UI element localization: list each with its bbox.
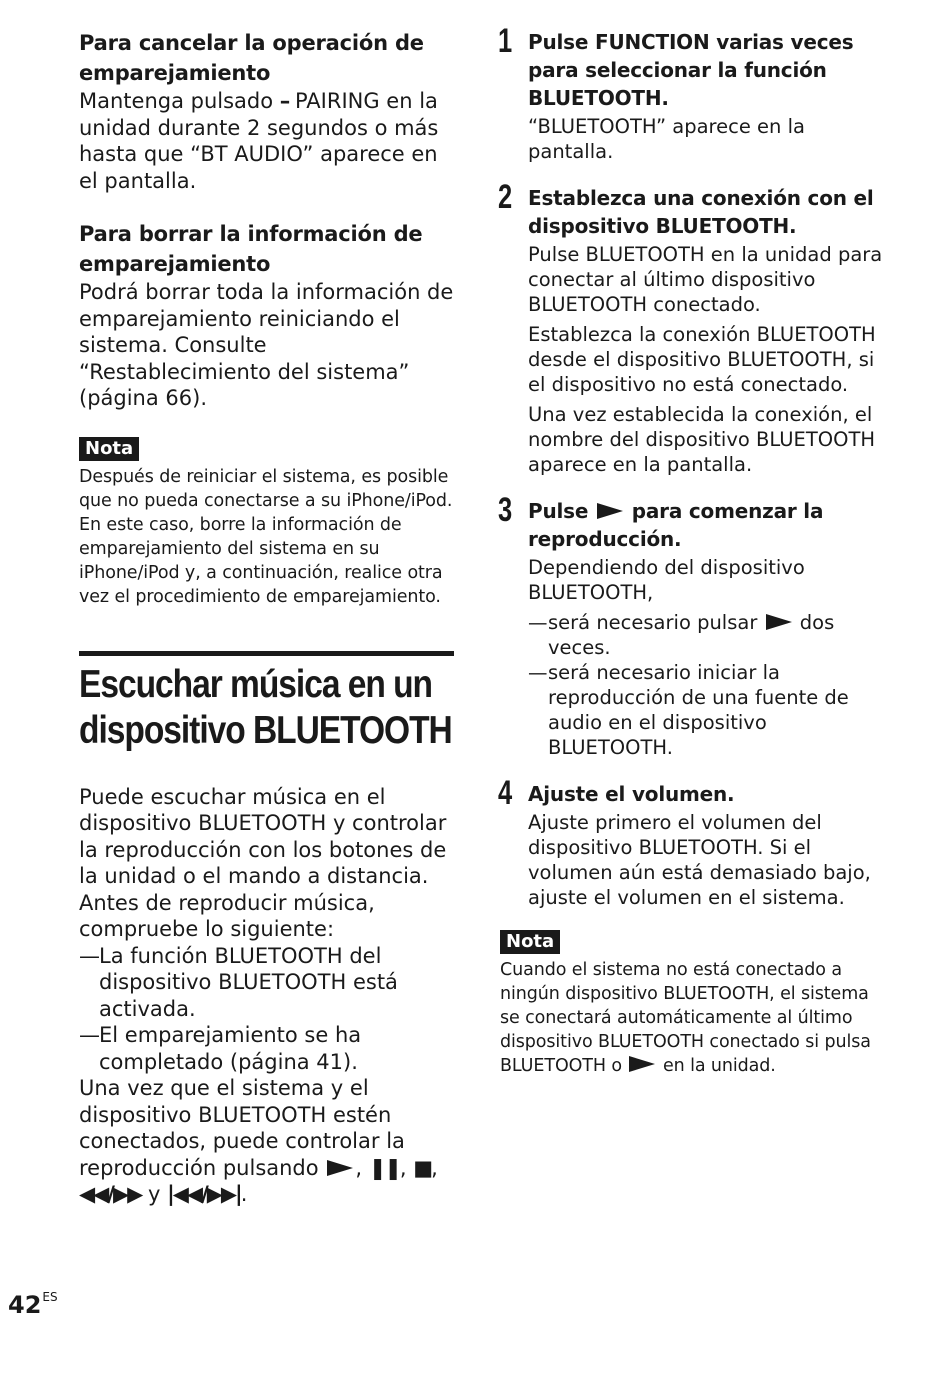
- checklist: [79, 943, 454, 1076]
- step-4: [498, 774, 890, 910]
- step-title: Establezca una conexión con el dispositivo BLUETOOTH.: [528, 186, 874, 238]
- pause-icon: ❚❚: [368, 1155, 400, 1180]
- note-badge: Nota: [79, 437, 139, 461]
- cancel-pairing-heading: Para cancelar la operación de emparejamiento: [79, 31, 424, 85]
- delete-pairing-text: Podrá borrar toda la información de emparejamiento reiniciando el sistema. Consulte “Restablecimiento del sistema” (página 66).: [79, 280, 454, 410]
- step-number: 2: [498, 178, 513, 216]
- stop-icon: ■: [413, 1155, 432, 1180]
- left-column: [79, 28, 454, 1208]
- step-text: Ajuste primero el volumen del dispositivo BLUETOOTH. Si el volumen aún está demasiado bajo, ajuste el volumen en el sistema.: [528, 811, 871, 909]
- cancel-pairing-section: [79, 28, 454, 194]
- step-number: 1: [498, 22, 513, 60]
- step-text: Establezca la conexión BLUETOOTH desde el dispositivo BLUETOOTH, si el dispositivo no está conectado.: [528, 323, 876, 396]
- list-item: — será necesario iniciar la reproducción de una fuente de audio en el dispositivo BLUETOOTH.: [528, 661, 849, 759]
- step-title: Pulse para comenzar la reproducción.: [528, 499, 824, 551]
- delete-pairing-heading: Para borrar la información de emparejamiento: [79, 222, 423, 276]
- play-icon: [597, 503, 623, 519]
- step-title: Ajuste el volumen.: [528, 782, 735, 806]
- note-badge: Nota: [500, 930, 560, 954]
- rewind-fastforward-icon: ◀◀/▶▶: [79, 1182, 142, 1206]
- step-text: Pulse BLUETOOTH en la unidad para conectar al último dispositivo BLUETOOTH conectado.: [528, 243, 883, 316]
- previous-next-icon: |◀◀/▶▶|: [167, 1182, 241, 1206]
- note-text: Después de reiniciar el sistema, es posible que no pueda conectarse a su iPhone/iPod. En este caso, borre la información de emparejamiento del sistema en su iPhone/iPod y, a continuación, realice otra vez el procedimiento de emparejamiento.: [79, 466, 453, 607]
- delete-pairing-section: [79, 219, 454, 412]
- step-text: “BLUETOOTH” aparece en la pantalla.: [528, 115, 805, 163]
- note-block: [79, 437, 454, 609]
- page-number: $42^{ES}$: [8, 1290, 58, 1319]
- step-3: [498, 491, 890, 760]
- note-text: Cuando el sistema no está conectado a ningún dispositivo BLUETOOTH, el sistema se conectará automáticamente al último dispositivo BLUETOOTH conectado si pulsa BLUETOOTH o en la unidad.: [500, 960, 871, 1076]
- step-title: Pulse FUNCTION varias veces para seleccionar la función BLUETOOTH.: [528, 30, 854, 110]
- play-icon: [327, 1160, 353, 1176]
- right-column: [498, 22, 890, 1078]
- cancel-pairing-text: Mantenga pulsado – PAIRING en la unidad durante 2 segundos o más hasta que “BT AUDIO” aparece en el pantalla.: [79, 89, 439, 193]
- list-item: — La función BLUETOOTH del dispositivo BLUETOOTH está activada.: [79, 943, 398, 1021]
- outro-text: Una vez que el sistema y el dispositivo BLUETOOTH estén conectados, puede controlar la reproducción pulsando , ❚❚, ■, ◀◀/▶▶ y |◀◀/▶▶|.: [79, 1076, 438, 1206]
- list-item: — El emparejamiento se ha completado (página 41).: [79, 1023, 362, 1074]
- step-number: 3: [498, 491, 513, 529]
- section-title: Escuchar música en un dispositivo BLUETOOTH: [79, 662, 452, 752]
- list-item: — será necesario pulsar dos veces.: [528, 611, 835, 659]
- step-number: 4: [498, 774, 513, 812]
- section-divider: [79, 651, 454, 656]
- step-2: [498, 178, 890, 477]
- step-1: [498, 22, 890, 164]
- play-icon: [629, 1056, 655, 1072]
- play-icon: [766, 614, 792, 630]
- minus-icon: –: [279, 89, 289, 113]
- note-block: [500, 930, 890, 1078]
- language-code: ES: [42, 1290, 58, 1304]
- step-options: [528, 610, 890, 760]
- intro-text: Puede escuchar música en el dispositivo BLUETOOTH y controlar la reproducción con los botones de la unidad o el mando a distancia. Antes de reproducir música, compruebe lo siguiente:: [79, 784, 447, 941]
- step-text: Dependiendo del dispositivo BLUETOOTH,: [528, 556, 805, 604]
- step-text: Una vez establecida la conexión, el nombre del dispositivo BLUETOOTH aparece en la pantalla.: [528, 403, 876, 476]
